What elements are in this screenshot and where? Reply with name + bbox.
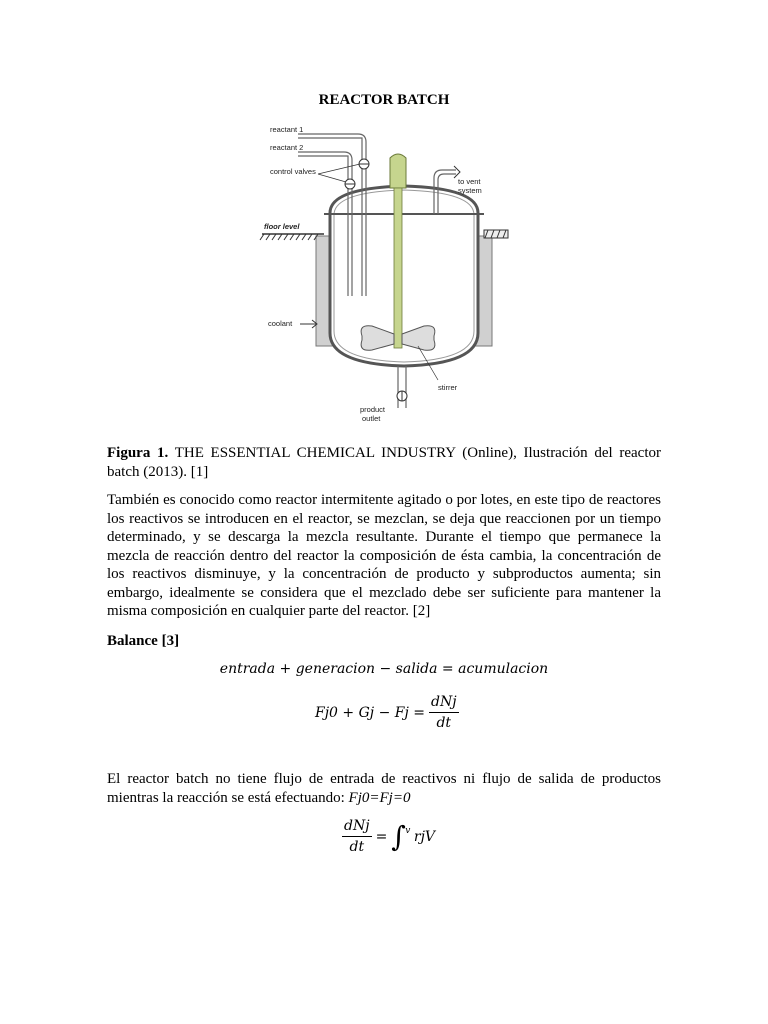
paragraph-batch-condition [107,770,661,807]
integral-sign [391,819,411,853]
balance-heading: Balance [3] [107,633,180,649]
eq2-left: Fj0 + Gj − Fj = [315,704,425,721]
integral-upper-limit: v [405,825,411,836]
page-title: REACTOR BATCH [318,92,450,108]
eq3-numerator: dNj [342,818,372,837]
label-product: product [360,405,386,414]
eq3-denominator: dt [349,839,365,855]
stirrer-shaft [394,188,402,348]
label-coolant: coolant [268,319,293,328]
eq2-denominator: dt [436,715,452,731]
eq3-equals: = [375,828,388,845]
eq2-numerator: dNj [429,694,459,713]
label-stirrer: stirrer [438,383,458,392]
label-system: system [458,186,482,195]
label-floor-level: floor level [264,222,300,231]
paragraph2-text: El reactor batch no tiene flujo de entrada de reactivos ni flujo de salida de productos mientras la reacción se está efectuando: [107,771,661,806]
label-outlet: outlet [362,414,381,423]
equation-mole-balance [315,694,463,731]
caption-label: Figura 1. [107,445,169,461]
integral-symbol: ∫ [391,819,406,853]
figure-caption [107,444,661,481]
equation-general-balance: entrada + generacion − salida = acumulacion [219,661,549,677]
stirrer-motor [390,154,406,188]
condition-text: Fj0=Fj=0 [348,789,411,806]
equation-batch-integral [338,818,435,855]
label-reactant-2: reactant 2 [270,143,304,152]
reactor-figure [258,118,516,428]
eq3-integrand: rjV [413,828,436,845]
label-to-vent: to vent [458,177,481,186]
caption-text: THE ESSENTIAL CHEMICAL INDUSTRY (Online), Ilustración del reactor batch (2013). [1] [107,445,661,480]
eq3-fraction [342,818,372,855]
paragraph-description: También es conocido como reactor intermitente agitado o por lotes, en este tipo de reactores los reactivos se introducen en el reactor, se mezclan, se deja que reaccionen por un tiempo determinado, y se descarga la mezcla resultante. Durante el tiempo que permanece la mezcla de reacción dentro del reactor la composición de ésta cambia, la concentración de los reactivos disminuye, y la concentración de producto y subproductos aumenta; sin embargo, idealmente se considera que el mezclado debe ser suficiente para mantener la misma composición en cualquier parte del reactor. [2] [107,492,661,619]
label-reactant-1: reactant 1 [270,125,304,134]
reactor-diagram [258,118,516,428]
eq2-fraction [429,694,459,731]
label-control-valves: control valves [270,167,316,176]
